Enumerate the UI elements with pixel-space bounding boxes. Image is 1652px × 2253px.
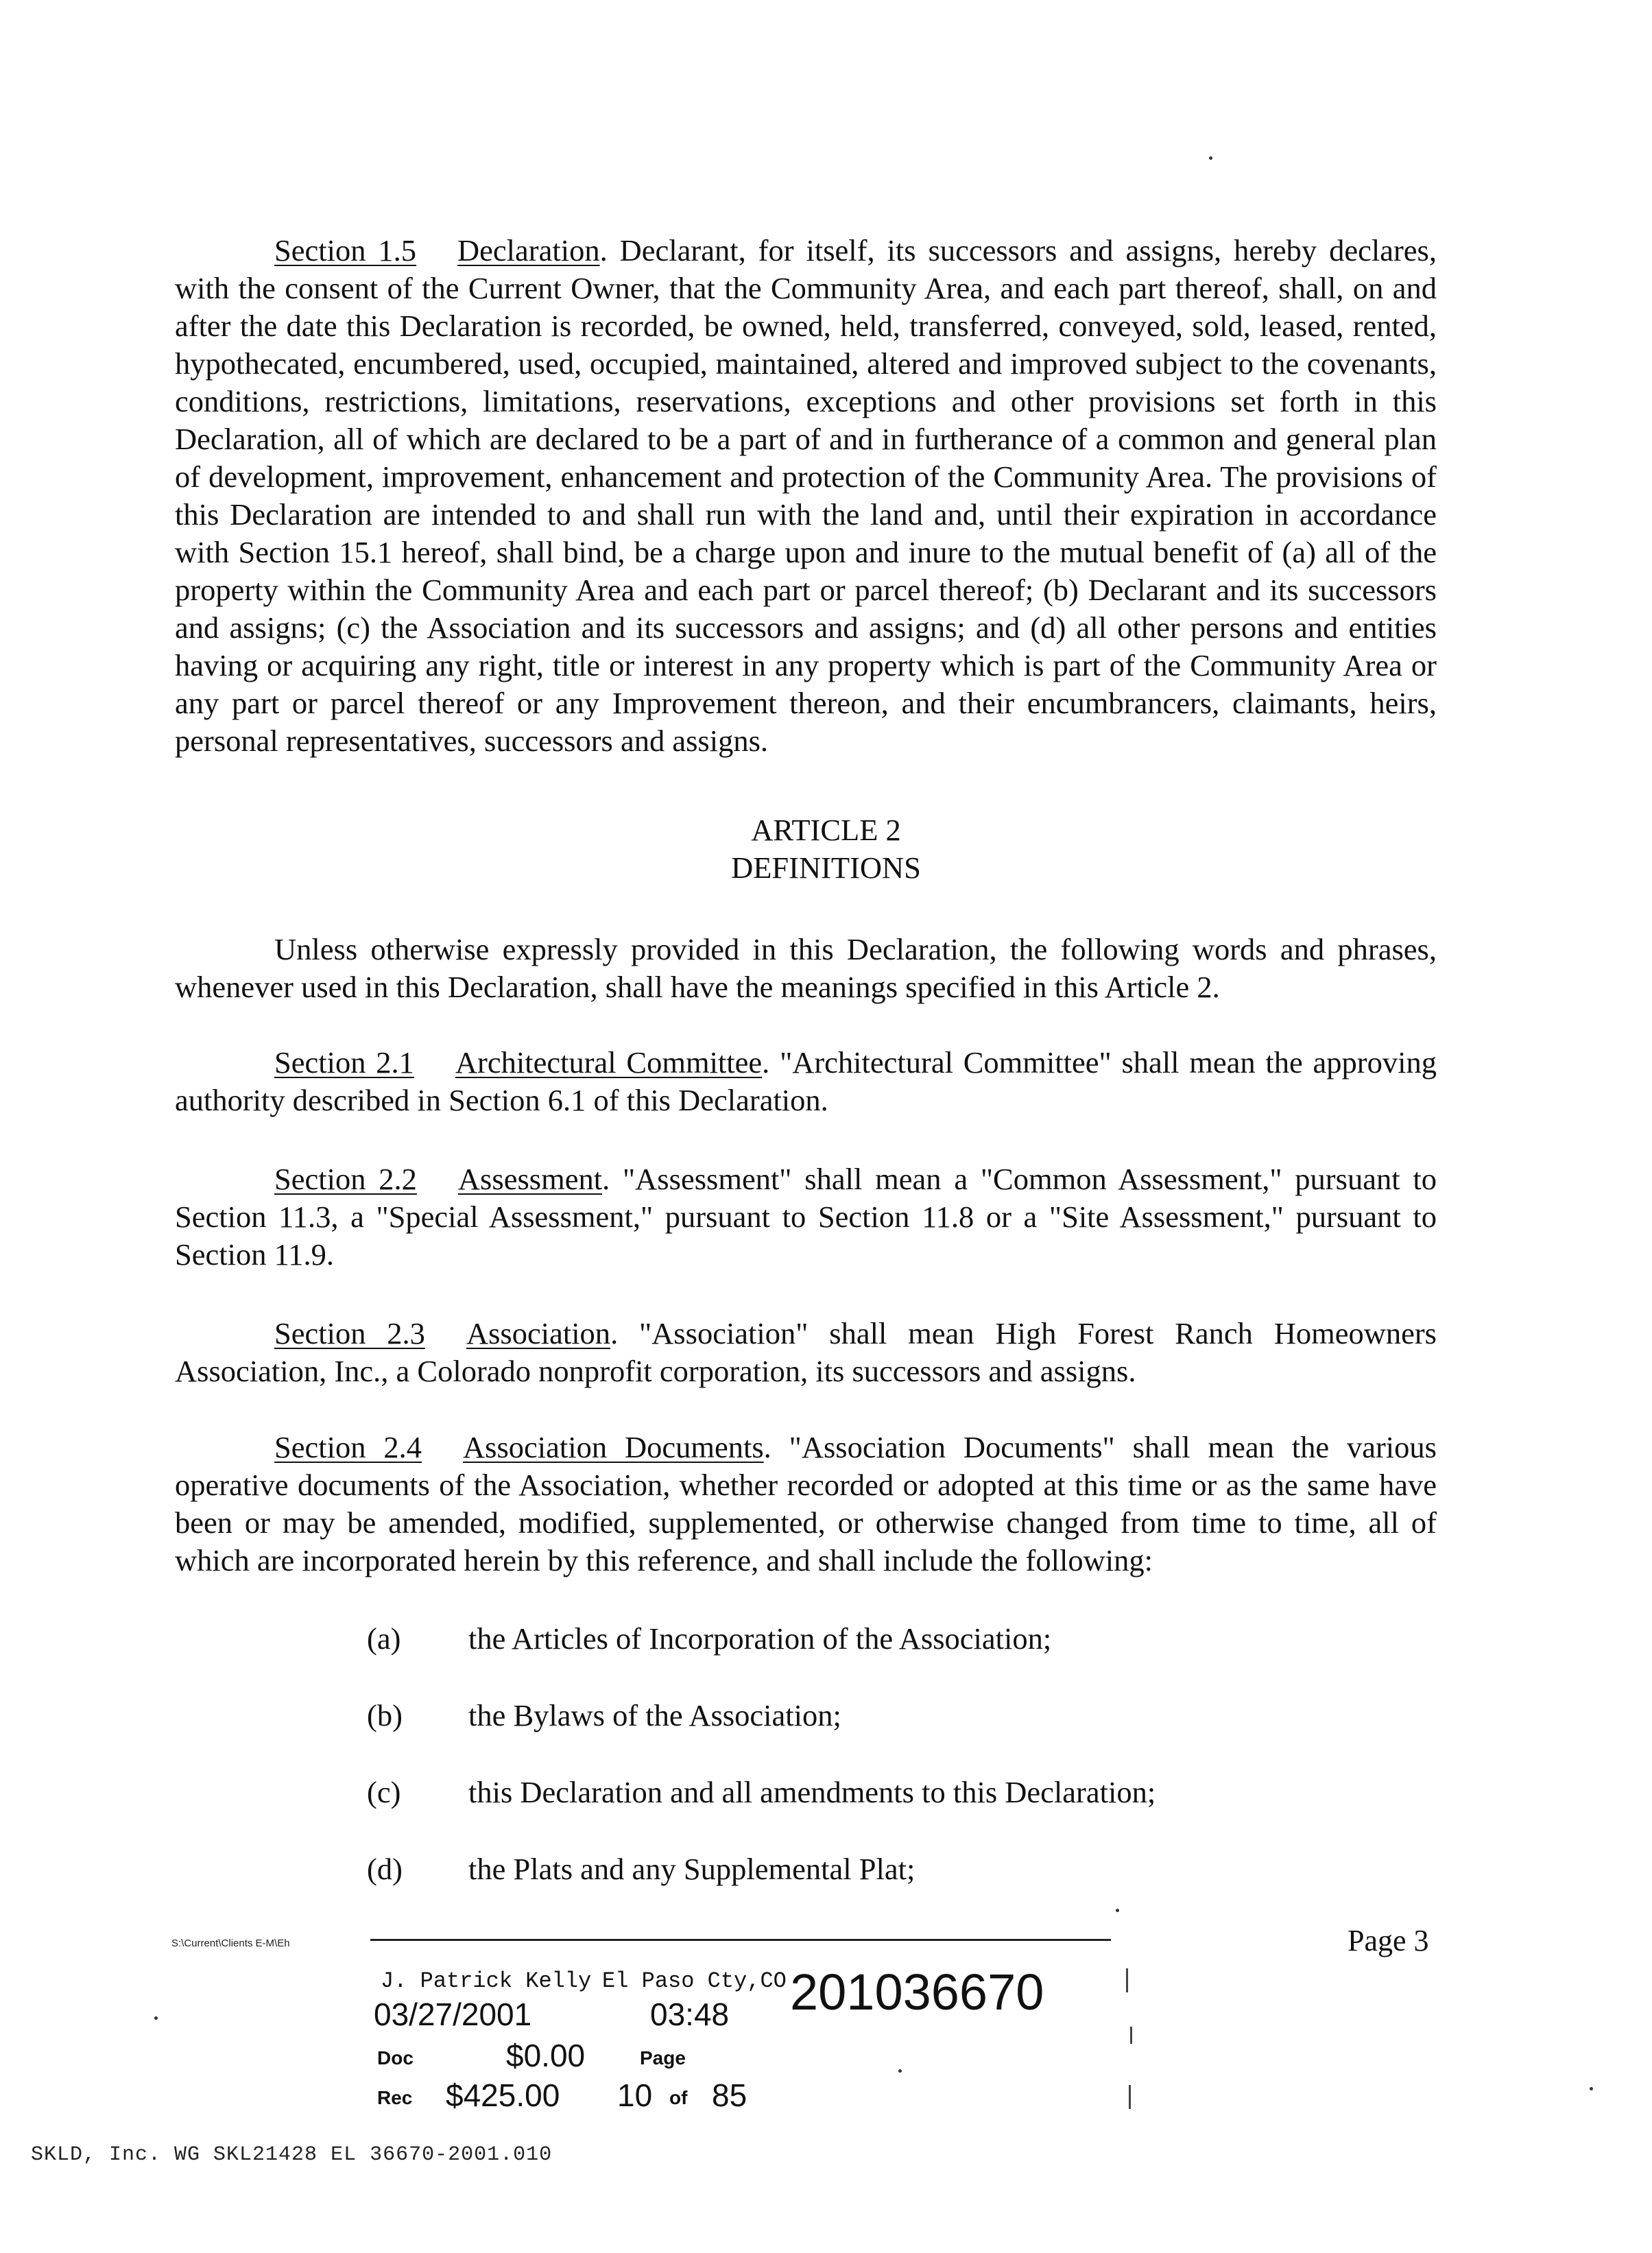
section-2-1-paragraph [175,1044,1437,1119]
stamp-rec-fee: $425.00 [446,2077,560,2113]
scan-speck [898,2069,902,2073]
list-item [367,1697,841,1735]
stamp-county: El Paso Cty,CO [602,1968,787,1994]
stamp-border-mark [1126,1968,1128,1992]
section-2-4-label: Section 2.4 [274,1430,422,1464]
section-2-2-title: Assessment [457,1162,603,1196]
scan-speck [1590,2087,1593,2090]
footer-divider [370,1939,1111,1941]
section-2-1-body: . "Architectural Committee" shall mean the approving authority described in Section 6.1 of this Declaration. [175,1045,1437,1117]
section-1-5-title: Declaration [457,233,600,267]
list-item [367,1774,1156,1811]
section-2-4-body: . "Association Documents" shall mean the various operative documents of the Association, whether recorded or adopted at this time or as the same have been or may be amended, modified, supplemented, or otherwise changed from time to time, all of which are incorporated herein by this reference, and shall include the following: [175,1430,1437,1577]
scan-speck [154,2016,158,2020]
definitions-intro: Unless otherwise expressly provided in this Declaration, the following words and phrases, whenever used in this Declaration, shall have the meanings specified in this Article 2. [175,932,1437,1004]
stamp-page-num: 10 [617,2077,653,2113]
list-marker: (a) [367,1621,401,1656]
list-text: the Bylaws of the Association; [468,1698,841,1732]
stamp-recorder: J. Patrick Kelly [381,1968,592,1994]
list-item [367,1620,1051,1658]
stamp-border-mark [1129,2085,1131,2109]
section-2-2-label: Section 2.2 [274,1162,417,1196]
list-text: this Declaration and all amendments to this Declaration; [468,1775,1156,1809]
stamp-rec-label: Rec [377,2087,413,2108]
stamp-doc-fee: $0.00 [506,2038,586,2073]
stamp-of-label: of [669,2087,688,2108]
list-text: the Articles of Incorporation of the Association; [468,1621,1052,1656]
list-marker: (d) [367,1852,403,1886]
list-marker: (b) [367,1698,403,1732]
list-item [367,1850,915,1888]
section-2-2-body: . "Assessment" shall mean a "Common Assessment," pursuant to Section 11.3, a "Special Assessment," pursuant to Section 11.8 or a "Site Assessment," pursuant to Section 11.9. [175,1162,1437,1272]
stamp-page-total: 85 [712,2077,747,2113]
list-marker: (c) [367,1775,401,1809]
section-1-5-body: . Declarant, for itself, its successors and assigns, hereby declares, with the consent of the Current Owner, that the Community Area, and each part thereof, shall, on and after the date this Declaration is recorded, be owned, held, transferred, conveyed, sold, leased, rented, hypothecated, encumbered, used, occupied, maintained, altered and improved subject to the covenants, conditions, restrictions, limitations, reservations, exceptions and other provisions set forth in this Declaration, all of which are declared to be a part of and in furtherance of a common and general plan of development, improvement, enhancement and protection of the Community Area. The provisions of this Declaration are intended to and shall run with the land and, until their expiration in accordance with Section 15.1 hereof, shall bind, be a charge upon and inure to the mutual benefit of (a) all of the property within the Community Area and each part or parcel thereof; (b) Declarant and its successors and assigns; (c) the Association and its successors and assigns; and (d) all other persons and entities having or acquiring any right, title or interest in any property which is part of the Community Area or any part or parcel thereof or any Improvement thereon, and their encumbrancers, claimants, heirs, personal representatives, successors and assigns. [175,233,1437,758]
stamp-border-mark [1130,2027,1132,2044]
section-2-1-label: Section 2.1 [274,1045,414,1080]
section-2-3-body: . "Association" shall mean High Forest Ranch Homeowners Association, Inc., a Colorado nonprofit corporation, its successors and assigns. [175,1316,1437,1388]
section-2-3-label: Section 2.3 [274,1316,425,1350]
stamp-date: 03/27/2001 [374,1996,532,2032]
section-2-4-paragraph [175,1429,1437,1580]
article-number: ARTICLE 2 [751,813,901,847]
section-1-5-label: Section 1.5 [274,233,417,267]
section-2-3-title: Association [466,1316,611,1350]
recording-stamp [370,1964,1138,2113]
section-2-3-paragraph [175,1315,1437,1390]
recording-reference: SKLD, Inc. WG SKL21428 EL 36670-2001.010 [31,2143,553,2167]
page-number: Page 3 [1348,1924,1429,1957]
stamp-time: 03:48 [650,1996,730,2032]
section-2-1-title: Architectural Committee [455,1045,763,1080]
stamp-page-label: Page [640,2047,686,2069]
list-text: the Plats and any Supplemental Plat; [468,1852,915,1886]
file-path: S:\Current\Clients E-M\Eh [171,1938,290,1949]
scan-speck [1209,156,1212,160]
stamp-doc-label: Doc [377,2047,414,2069]
section-2-2-paragraph [175,1160,1437,1274]
article-title: DEFINITIONS [731,850,921,885]
section-2-4-title: Association Documents [462,1430,764,1464]
scan-speck [1116,1909,1119,1912]
section-1-5-paragraph [175,232,1437,760]
stamp-reception-number: 201036670 [790,1964,1044,2020]
